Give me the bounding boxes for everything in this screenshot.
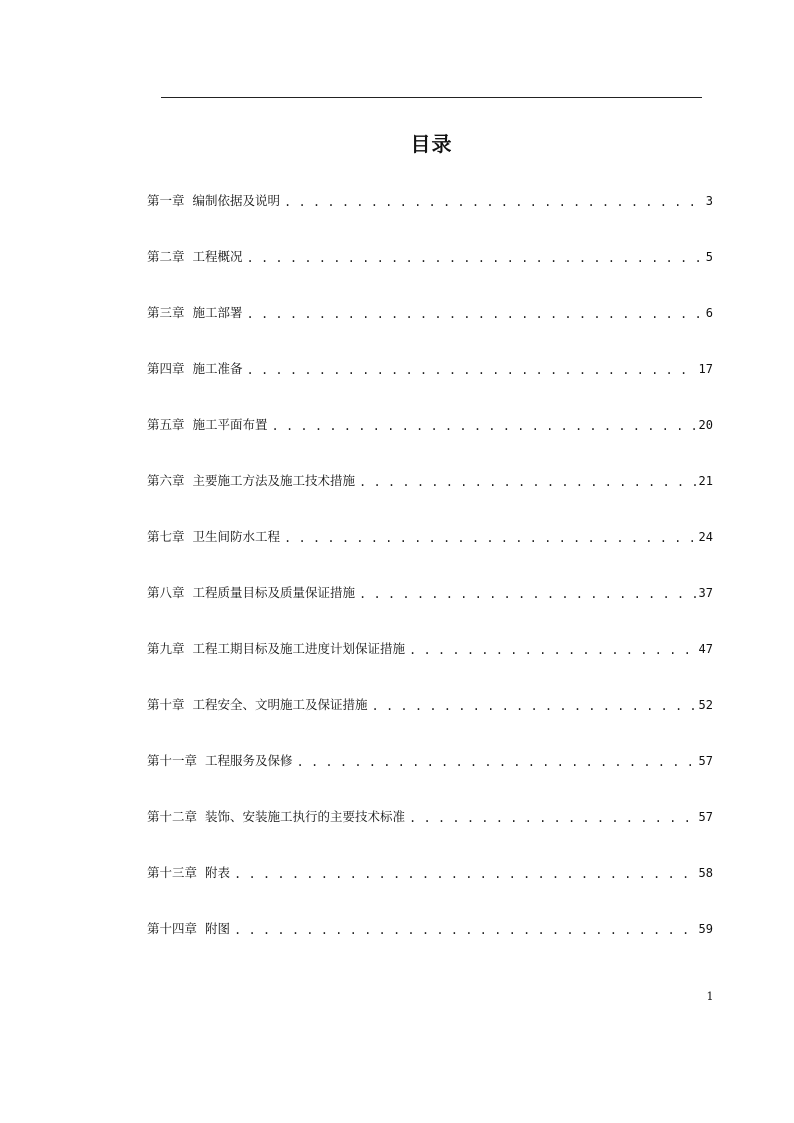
toc-chapter-title: 附表 (205, 865, 231, 880)
toc-entry-1[interactable] (147, 190, 713, 246)
toc-chapter-title: 装饰、安装施工执行的主要技术标准 (205, 809, 406, 824)
toc-chapter-title: 施工平面布置 (192, 417, 268, 432)
toc-chapter-title: 卫生间防水工程 (192, 529, 281, 544)
dot-leader (234, 863, 696, 885)
dot-leader (247, 247, 703, 269)
toc-page-number: 24 (698, 530, 713, 544)
dot-leader (247, 359, 696, 381)
toc-page-number: 52 (698, 698, 713, 712)
toc-chapter-label: 第六章 (147, 473, 185, 488)
toc-chapter-label: 第四章 (147, 361, 185, 376)
toc-chapter-label: 第十章 (147, 697, 185, 712)
dot-leader (284, 191, 703, 213)
toc-chapter-title: 工程工期目标及施工进度计划保证措施 (192, 641, 406, 656)
dot-leader (247, 303, 703, 325)
toc-page-number: 5 (705, 250, 713, 264)
toc-page-number: 20 (698, 418, 713, 432)
dot-leader (409, 807, 696, 829)
toc-chapter-label: 第十三章 (147, 865, 198, 880)
toc-chapter-label: 第九章 (147, 641, 185, 656)
toc-chapter-label: 第十一章 (147, 753, 198, 768)
toc-page-number: 6 (705, 306, 713, 320)
toc-page-number: 3 (705, 194, 713, 208)
dot-leader (409, 639, 696, 661)
toc-entry-7[interactable] (147, 526, 713, 582)
toc-chapter-label: 第一章 (147, 193, 185, 208)
toc-chapter-title: 工程概况 (192, 249, 243, 264)
toc-chapter-title: 施工准备 (192, 361, 243, 376)
toc-title: 目录 (410, 132, 453, 156)
dot-leader (359, 583, 696, 605)
toc-page-number: 21 (698, 474, 713, 488)
toc-entry-2[interactable] (147, 246, 713, 302)
toc-chapter-title: 编制依据及说明 (192, 193, 281, 208)
toc-entry-9[interactable] (147, 638, 713, 694)
toc-chapter-title: 工程安全、文明施工及保证措施 (192, 697, 368, 712)
toc-page-number: 37 (698, 586, 713, 600)
page-number: 1 (706, 990, 714, 1003)
toc-page-number: 57 (698, 754, 713, 768)
toc-chapter-label: 第八章 (147, 585, 185, 600)
toc-chapter-label: 第十二章 (147, 809, 198, 824)
toc-chapter-title: 施工部署 (192, 305, 243, 320)
dot-leader (284, 527, 696, 549)
toc-entry-8[interactable] (147, 582, 713, 638)
toc-chapter-label: 第二章 (147, 249, 185, 264)
toc-chapter-label: 第五章 (147, 417, 185, 432)
toc-chapter-title: 主要施工方法及施工技术措施 (192, 473, 356, 488)
toc-entry-3[interactable] (147, 302, 713, 358)
toc-entry-12[interactable] (147, 806, 713, 862)
toc-entry-10[interactable] (147, 694, 713, 750)
toc-page-number: 17 (698, 362, 713, 376)
dot-leader (272, 415, 696, 437)
toc-page-number: 59 (698, 922, 713, 936)
dot-leader (234, 919, 696, 941)
toc-entry-11[interactable] (147, 750, 713, 806)
toc-chapter-label: 第三章 (147, 305, 185, 320)
toc-page-number: 47 (698, 642, 713, 656)
dot-leader (359, 471, 696, 493)
toc-chapter-title: 工程服务及保修 (205, 753, 293, 768)
toc-page-number: 58 (698, 866, 713, 880)
toc-page-number: 57 (698, 810, 713, 824)
toc-chapter-label: 第七章 (147, 529, 185, 544)
toc-entry-5[interactable] (147, 414, 713, 470)
dot-leader (297, 751, 696, 773)
toc-entry-4[interactable] (147, 358, 713, 414)
toc-chapter-title: 工程质量目标及质量保证措施 (192, 585, 356, 600)
toc-entry-6[interactable] (147, 470, 713, 526)
dot-leader (372, 695, 696, 717)
toc-chapter-title: 附图 (205, 921, 231, 936)
toc-chapter-label: 第十四章 (147, 921, 198, 936)
toc-entry-13[interactable] (147, 862, 713, 918)
table-of-contents (147, 190, 713, 974)
toc-entry-14[interactable] (147, 918, 713, 974)
header-rule (161, 97, 702, 98)
